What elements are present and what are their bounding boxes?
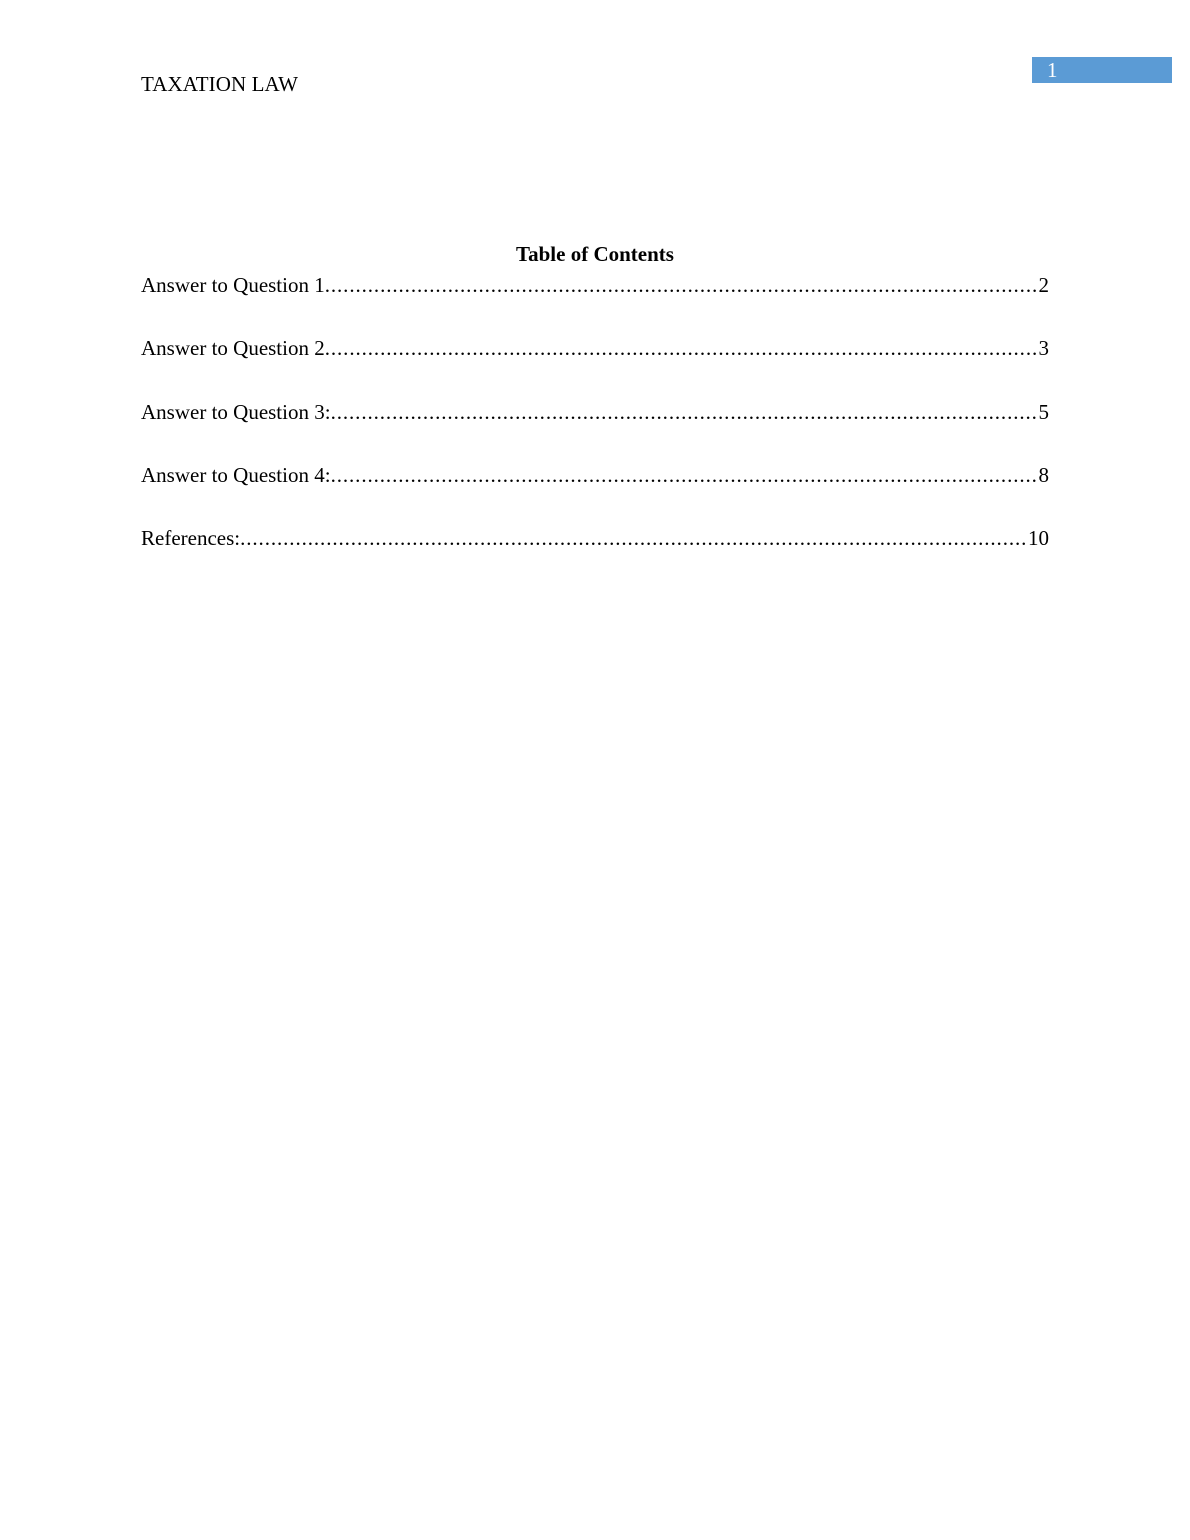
toc-entry-label: Answer to Question 1 [141,273,325,297]
toc-entry-label: Answer to Question 3: [141,399,331,424]
toc-entry-page: 8 [1038,462,1049,487]
toc-entry-page: 10 [1028,526,1049,551]
toc-entry-question-1[interactable] [141,271,1049,334]
toc-title: Table of Contents [516,242,674,266]
toc-entry-label: Answer to Question 2 [141,336,325,361]
page-number: 1 [1047,58,1058,82]
toc-entry-page: 3 [1038,336,1049,361]
toc-dot-leader [331,461,1039,489]
page-number-badge [1032,57,1172,83]
toc-entry-page: 5 [1038,399,1049,424]
table-of-contents [141,271,1049,587]
toc-entry-question-3[interactable] [141,398,1049,461]
toc-entry-question-4[interactable] [141,461,1049,524]
running-head: TAXATION LAW [141,72,299,96]
toc-dot-leader [240,524,1028,552]
toc-entry-label: Answer to Question 4: [141,462,331,487]
toc-entry-page: 2 [1038,273,1049,297]
toc-entry-references[interactable] [141,524,1049,587]
toc-entry-question-2[interactable] [141,334,1049,397]
toc-dot-leader [325,271,1039,299]
toc-entry-label: References: [141,526,241,551]
toc-dot-leader [325,334,1039,362]
toc-dot-leader [331,398,1039,426]
